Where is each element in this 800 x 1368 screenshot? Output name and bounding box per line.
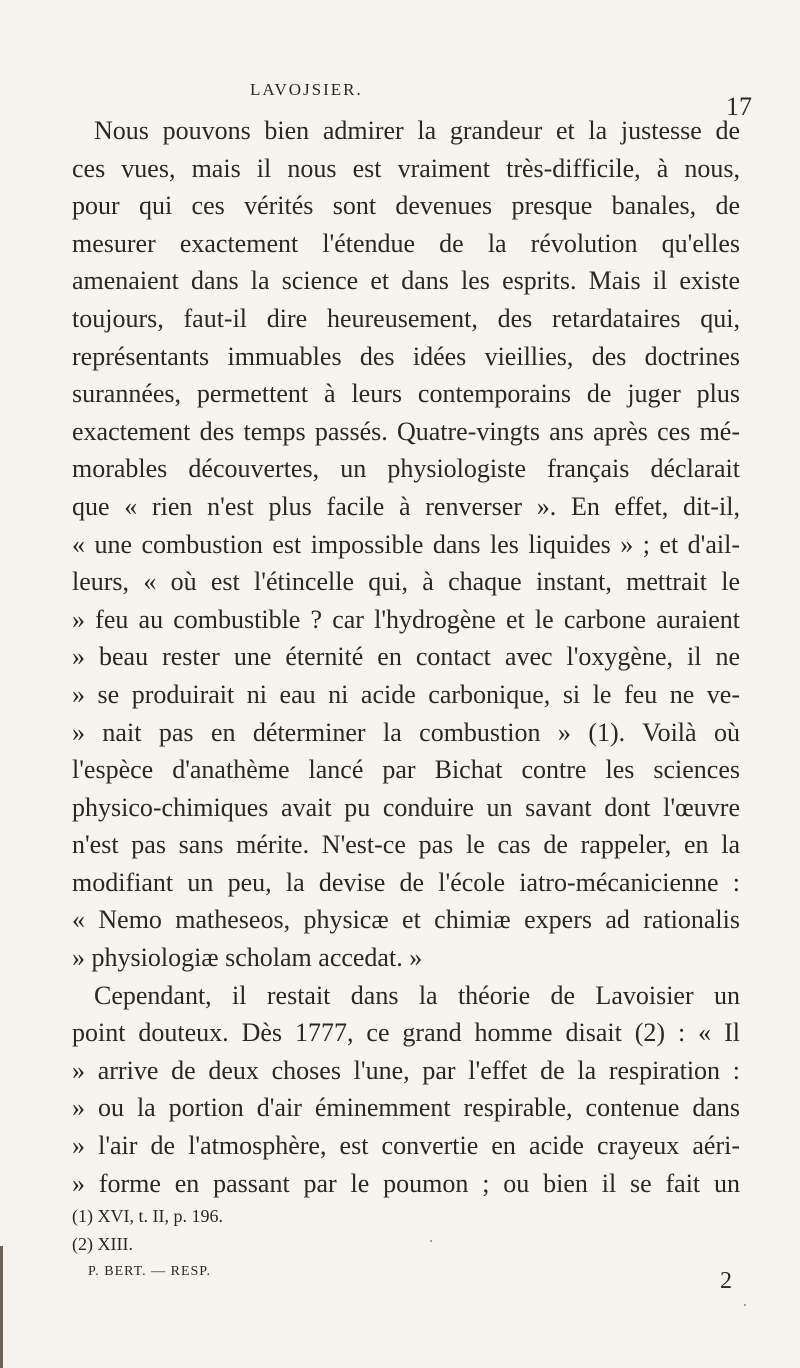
text-line: » feu au combustible ? car l'hydrogène et le carbone auraient bbox=[72, 604, 740, 634]
text-line: » physiologiæ scholam accedat. » bbox=[72, 943, 423, 973]
text-line: ces vues, mais il nous est vraiment très-difficile, à nous, bbox=[72, 153, 740, 183]
text-line: physico-chimiques avait pu conduire un savant dont l'œuvre bbox=[72, 792, 740, 822]
text-line: « une combustion est impossible dans les liquides » ; et d'ail- bbox=[72, 529, 740, 559]
text-line: « Nemo matheseos, physicæ et chimiæ expers ad rationalis bbox=[72, 905, 740, 935]
text-line: » forme en passant par le poumon ; ou bien il se fait un bbox=[72, 1168, 740, 1198]
text-line: » l'air de l'atmosphère, est convertie en acide crayeux aéri- bbox=[72, 1131, 740, 1161]
footnotes bbox=[72, 1202, 472, 1258]
text-line: Nous pouvons bien admirer la grandeur et la justesse de bbox=[94, 116, 740, 145]
text-line: » beau rester une éternité en contact avec l'oxygène, il ne bbox=[72, 642, 740, 672]
text-line: » se produirait ni eau ni acide carbonique, si le feu ne ve- bbox=[72, 679, 740, 709]
text-line: morables découvertes, un physiologiste français déclarait bbox=[72, 454, 740, 484]
text-line: surannées, permettent à leurs contemporains de juger plus bbox=[72, 379, 740, 409]
running-head: LAVOJSIER. bbox=[250, 80, 363, 99]
text-line: pour qui ces vérités sont devenues presque banales, de bbox=[72, 191, 740, 221]
text-line: amenaient dans la science et dans les esprits. Mais il existe bbox=[72, 266, 740, 296]
text-line: toujours, faut-il dire heureusement, des retardataires qui, bbox=[72, 303, 740, 333]
footnote: (1) XVI, t. II, p. 196. bbox=[72, 1206, 223, 1226]
text-line: » nait pas en déterminer la combustion » (1). Voilà où bbox=[72, 717, 740, 747]
text-line: » ou la portion d'air éminemment respirable, contenue dans bbox=[72, 1093, 740, 1123]
text-line: n'est pas sans mérite. N'est-ce pas le cas de rappeler, en la bbox=[72, 830, 740, 860]
text-line: modifiant un peu, la devise de l'école iatro-mécanicienne : bbox=[72, 867, 740, 897]
text-line: que « rien n'est plus facile à renverser ». En effet, dit-il, bbox=[72, 491, 740, 521]
text-line: mesurer exactement l'étendue de la révolution qu'elles bbox=[72, 228, 740, 258]
text-line: représentants immuables des idées vieillies, des doctrines bbox=[72, 341, 740, 371]
page-number: 17 bbox=[726, 92, 752, 121]
footnote: (2) XIII. bbox=[72, 1234, 133, 1254]
text-line: leurs, « où est l'étincelle qui, à chaque instant, mettrait le bbox=[72, 567, 740, 597]
text-line: » arrive de deux choses l'une, par l'effet de la respiration : bbox=[72, 1055, 740, 1085]
text-line: point douteux. Dès 1777, ce grand homme disait (2) : « Il bbox=[72, 1018, 740, 1048]
body-text bbox=[72, 112, 740, 1202]
text-line: exactement des temps passés. Quatre-vingts ans après ces mé- bbox=[72, 416, 740, 446]
text-line: Cependant, il restait dans la théorie de Lavoisier un bbox=[94, 980, 740, 1010]
scan-edge-shadow bbox=[0, 1246, 3, 1368]
scan-speck bbox=[744, 1304, 746, 1306]
signature-number: 2 bbox=[720, 1268, 732, 1294]
printer-signature: P. BERT. — RESP. bbox=[88, 1264, 212, 1279]
text-line: l'espèce d'anathème lancé par Bichat contre les sciences bbox=[72, 755, 740, 785]
scan-speck bbox=[430, 1240, 432, 1242]
